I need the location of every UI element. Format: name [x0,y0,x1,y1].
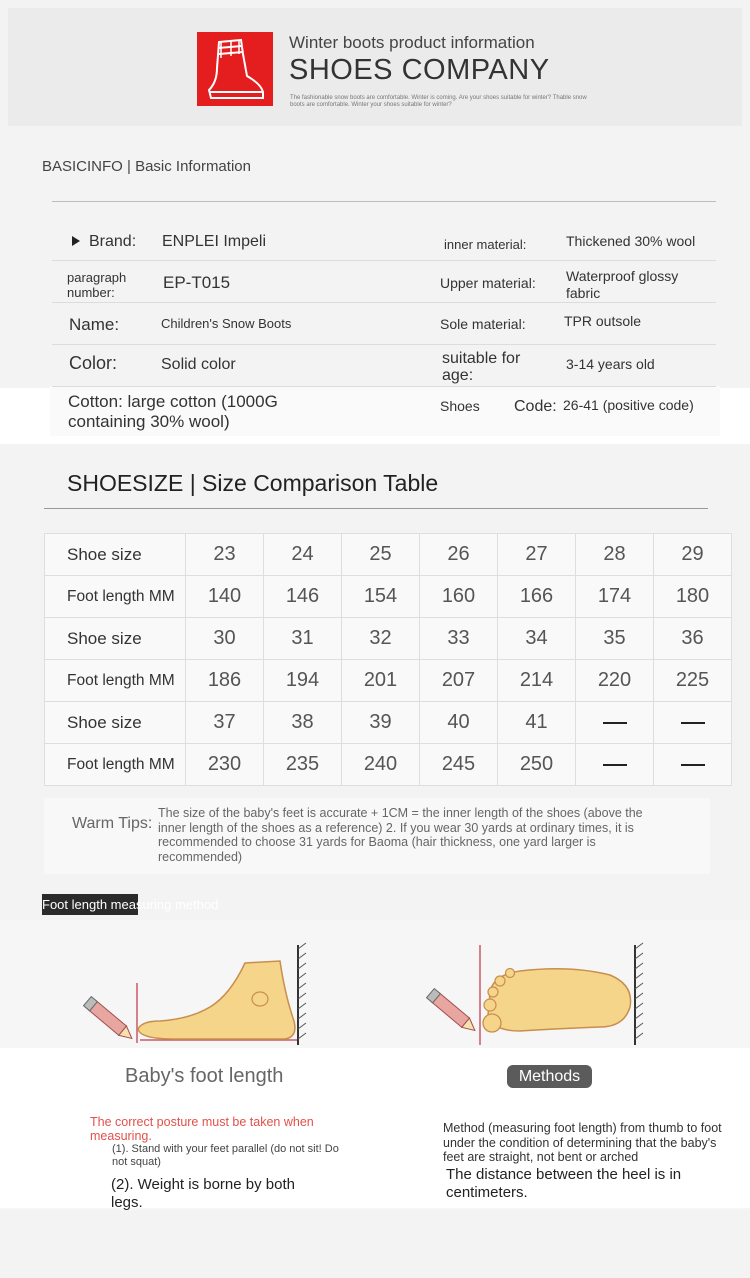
brand-value: ENPLEI Impeli [162,233,267,250]
size-value-cell: 36 [654,618,732,660]
size-value-cell: 26 [420,534,498,576]
warm-tips-text: The size of the baby's feet is accurate + 1CM = the inner length of the shoes (above the inner length of the shoes as a reference) 2. If you wear 30 yards at ordinary times, it is recommended to choose 31 yards for Baoma (hair thickness, one yard larger is recommended) [158,806,643,864]
shoes-label: Shoes [440,398,480,414]
pencil-icon [84,997,136,1043]
code-value: 26-41 (positive code) [563,397,694,413]
age-value: 3-14 years old [566,356,655,372]
size-row-label: Foot length MM [45,576,186,618]
posture-warning: The correct posture must be taken when measuring. [90,1115,314,1143]
row-divider [52,386,716,387]
size-value-cell: 32 [342,618,420,660]
posture-step-2: (2). Weight is borne by both legs. [111,1176,295,1211]
size-value-cell: 186 [186,660,264,702]
size-value-cell: 245 [420,744,498,786]
inner-material-label: inner material: [444,237,527,252]
size-value-cell: 33 [420,618,498,660]
header-title: Winter boots product information [289,33,535,52]
size-value-cell: 220 [576,660,654,702]
size-table-row [45,702,732,744]
foot-top-illustration [430,935,670,1055]
sole-material-label: Sole material: [440,316,526,332]
size-value-cell: 154 [342,576,420,618]
size-table-row [45,534,732,576]
size-row-label: Foot length MM [45,744,186,786]
size-table-row [45,618,732,660]
dash-icon [603,764,627,766]
header-tagline: The fashionable snow boots are comfortable. Winter is coming. Are your shoes suitable for winter? Thable snow boots are comfortable. Winter your shoes suitable for winter? [290,95,587,108]
size-value-cell: 35 [576,618,654,660]
sole-material-value: TPR outsole [564,313,642,329]
age-label: suitable for age: [442,350,521,384]
basic-info-heading: BASICINFO | Basic Information [42,158,251,175]
size-value-cell: 235 [264,744,342,786]
paragraph-number-value: EP-T015 [163,273,231,292]
company-name: SHOES COMPANY [289,54,550,86]
size-value-cell: 160 [420,576,498,618]
row-divider [52,260,716,261]
size-row-label: Shoe size [45,618,186,660]
size-value-cell: 39 [342,702,420,744]
size-value-cell: 41 [498,702,576,744]
size-value-cell: 180 [654,576,732,618]
size-value-cell: 28 [576,534,654,576]
divider [44,508,708,509]
size-value-cell: 24 [264,534,342,576]
methods-badge: Methods [507,1065,592,1088]
dash-icon [681,722,705,724]
color-label: Color: [69,353,118,373]
upper-material-value: Waterproof glossy fabric [566,268,679,301]
name-label: Name: [69,315,120,334]
dash-icon [603,722,627,724]
brand-label: Brand: [89,233,137,250]
size-value-cell: 174 [576,576,654,618]
color-value: Solid color [161,356,236,373]
size-row-label: Shoe size [45,702,186,744]
size-table-row [45,744,732,786]
method-description: Method (measuring foot length) from thumb to foot under the condition of determining that the baby's feet are straight, not bent or arched [443,1121,722,1164]
size-row-label: Foot length MM [45,660,186,702]
size-row-label: Shoe size [45,534,186,576]
empty-size-cell [654,702,732,744]
size-value-cell: 225 [654,660,732,702]
size-value-cell: 34 [498,618,576,660]
empty-size-cell [576,744,654,786]
baby-foot-length-label: Baby's foot length [125,1065,284,1087]
size-value-cell: 207 [420,660,498,702]
size-value-cell: 146 [264,576,342,618]
size-value-cell: 30 [186,618,264,660]
empty-size-cell [576,702,654,744]
size-value-cell: 214 [498,660,576,702]
method-result: The distance between the heel is in centimeters. [446,1166,682,1201]
dash-icon [681,764,705,766]
bullet-icon [72,233,80,250]
pencil-icon [427,989,479,1035]
size-value-cell: 31 [264,618,342,660]
measuring-method-tab: Foot length measuring method [42,894,138,915]
divider [52,201,716,202]
row-divider [52,344,716,345]
cotton-info: Cotton: large cotton (1000G containing 30% wool) [68,392,278,431]
size-table-heading: SHOESIZE | Size Comparison Table [67,470,439,496]
size-value-cell: 166 [498,576,576,618]
paragraph-number-label: paragraph number: [67,270,127,300]
warm-tips-label: Warm Tips: [72,815,153,832]
empty-size-cell [654,744,732,786]
size-value-cell: 140 [186,576,264,618]
size-value-cell: 40 [420,702,498,744]
inner-material-value: Thickened 30% wool [566,233,696,249]
size-value-cell: 38 [264,702,342,744]
size-value-cell: 29 [654,534,732,576]
size-value-cell: 201 [342,660,420,702]
size-value-cell: 25 [342,534,420,576]
row-divider [52,302,716,303]
size-table-row [45,660,732,702]
size-table-row [45,576,732,618]
size-value-cell: 230 [186,744,264,786]
size-value-cell: 37 [186,702,264,744]
size-value-cell: 27 [498,534,576,576]
boot-icon [197,32,273,106]
code-label: Code: [514,398,557,415]
upper-material-label: Upper material: [440,275,536,291]
size-value-cell: 194 [264,660,342,702]
size-comparison-table [44,533,732,786]
boot-logo [197,32,273,106]
size-value-cell: 250 [498,744,576,786]
size-value-cell: 23 [186,534,264,576]
size-value-cell: 240 [342,744,420,786]
posture-step-1: (1). Stand with your feet parallel (do not sit! Do not squat) [112,1143,339,1168]
name-value: Children's Snow Boots [161,316,292,331]
foot-side-illustration [80,935,320,1055]
